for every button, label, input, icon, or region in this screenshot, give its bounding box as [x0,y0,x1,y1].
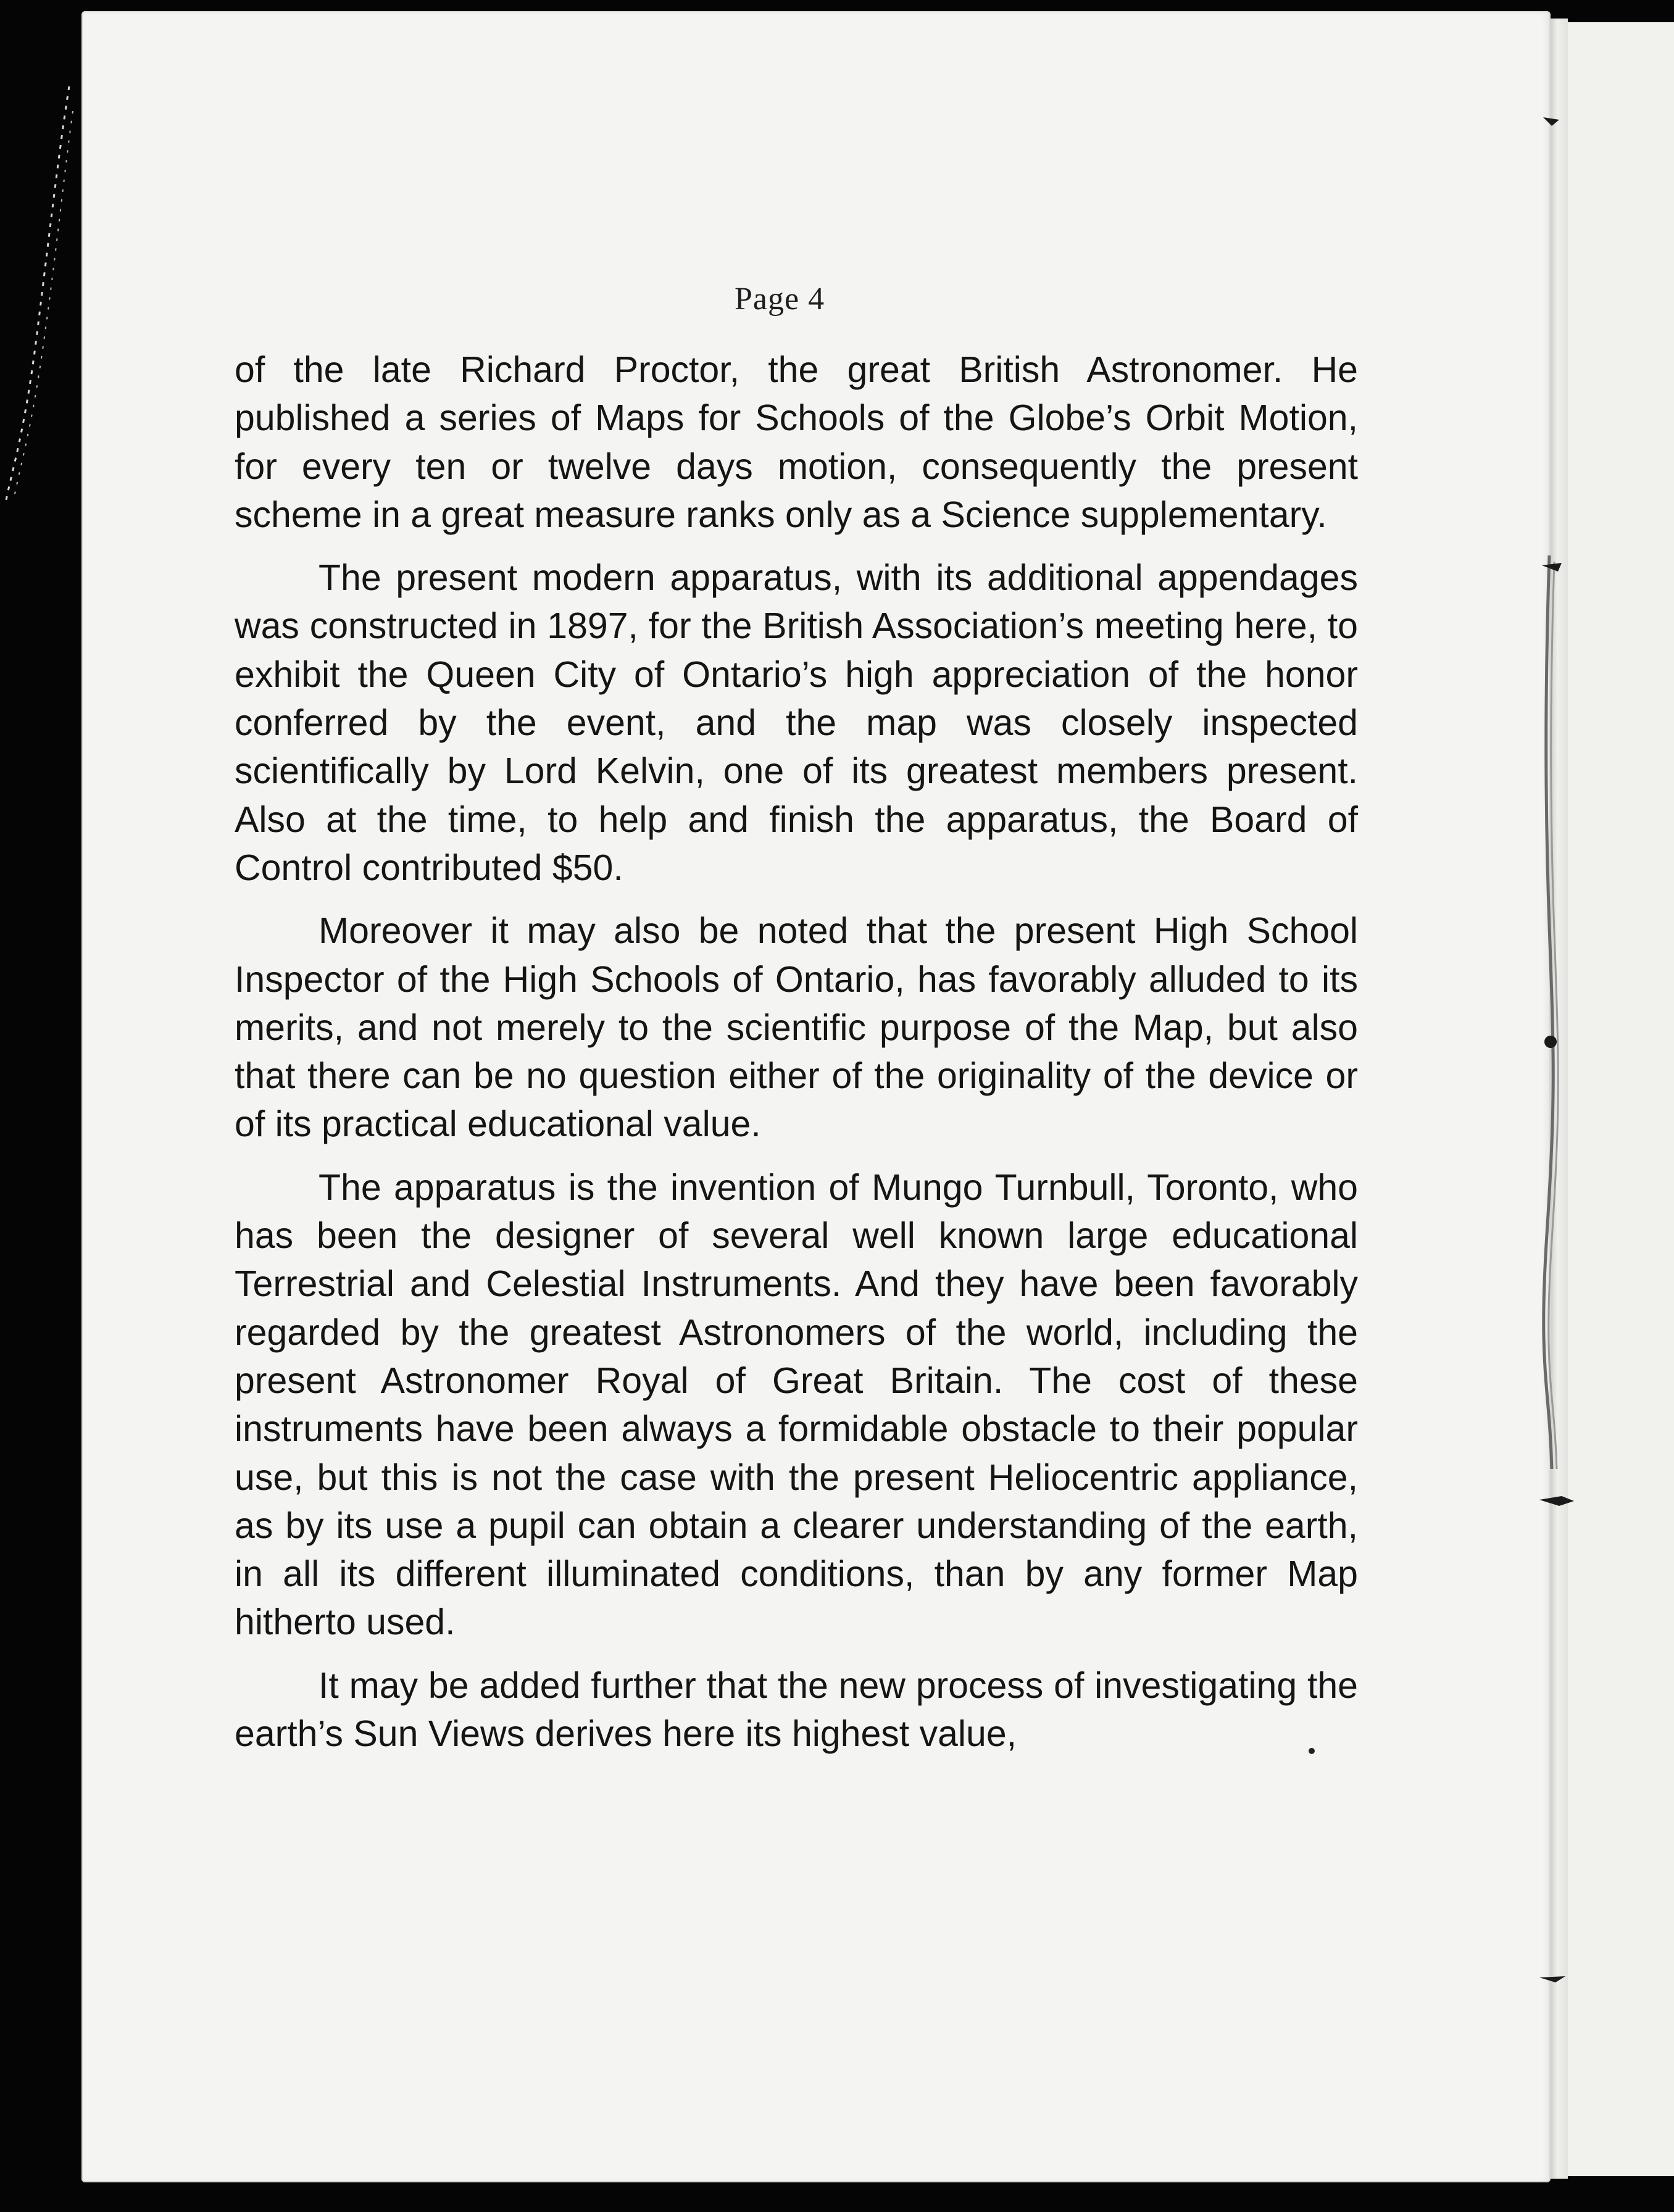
paragraph-further-note: It may be added further that the new process of investigating the earth’s Sun Views derives here its highest value, [235,1665,1358,1755]
paragraph-inspector-note: Moreover it may also be noted that the present High School Inspector of the High Schools of Ontario, has favorably alluded to its merits, and not merely to the scientific purpose of the Map, but also that there can be no question either of the originality of the device or of its practical educational value. [235,910,1358,1145]
paragraph-continued: of the late Richard Proctor, the great British Astronomer. He published a series of Maps for Schools of the Globe’s Orbit Motion, for every ten or twelve days motion, consequently the present scheme in a great measure ranks only as a Science supplementary. [235,349,1358,535]
right-margin-mark-top [1541,111,1565,130]
right-edge-string [1531,543,1580,1481]
right-margin-mark-bottom [1537,1969,1574,1987]
body-text [235,346,1358,1773]
left-edge-stitching [0,74,80,506]
paragraph-inventor: The apparatus is the invention of Mungo Turnbull, Toronto, who has been the designer of several well known large educational Terrestrial and Celestial Instruments. And they have been favorably regarded by the greatest Astronomers of the world, including the present Astronomer Royal of Great Britain. The cost of these instruments have been always a formidable obstacle to their popular use, but this is not the case with the present Heliocentric appliance, as by its use a pupil can obtain a clearer understanding of the earth, in all its different illuminated conditions, than by any former Map hitherto used. [235,1166,1358,1643]
paragraph-apparatus-construction: The present modern apparatus, with its additional appendages was constructed in 1897, for the British Association’s meeting here, to exhibit the Queen City of Ontario’s high appreciation of the honor conferred by the event, and the map was closely inspected scientifically by Lord Kelvin, one of its greatest members present. Also at the time, to help and finish the apparatus, the Board of Control contributed $50. [235,557,1358,888]
right-margin-mark-upper [1539,555,1570,580]
right-margin-mark-lower [1537,1487,1580,1512]
facing-page-edge [1568,22,1674,2176]
right-margin-mark-middle [1541,1031,1565,1055]
page-number-header: Page 4 [735,281,825,317]
